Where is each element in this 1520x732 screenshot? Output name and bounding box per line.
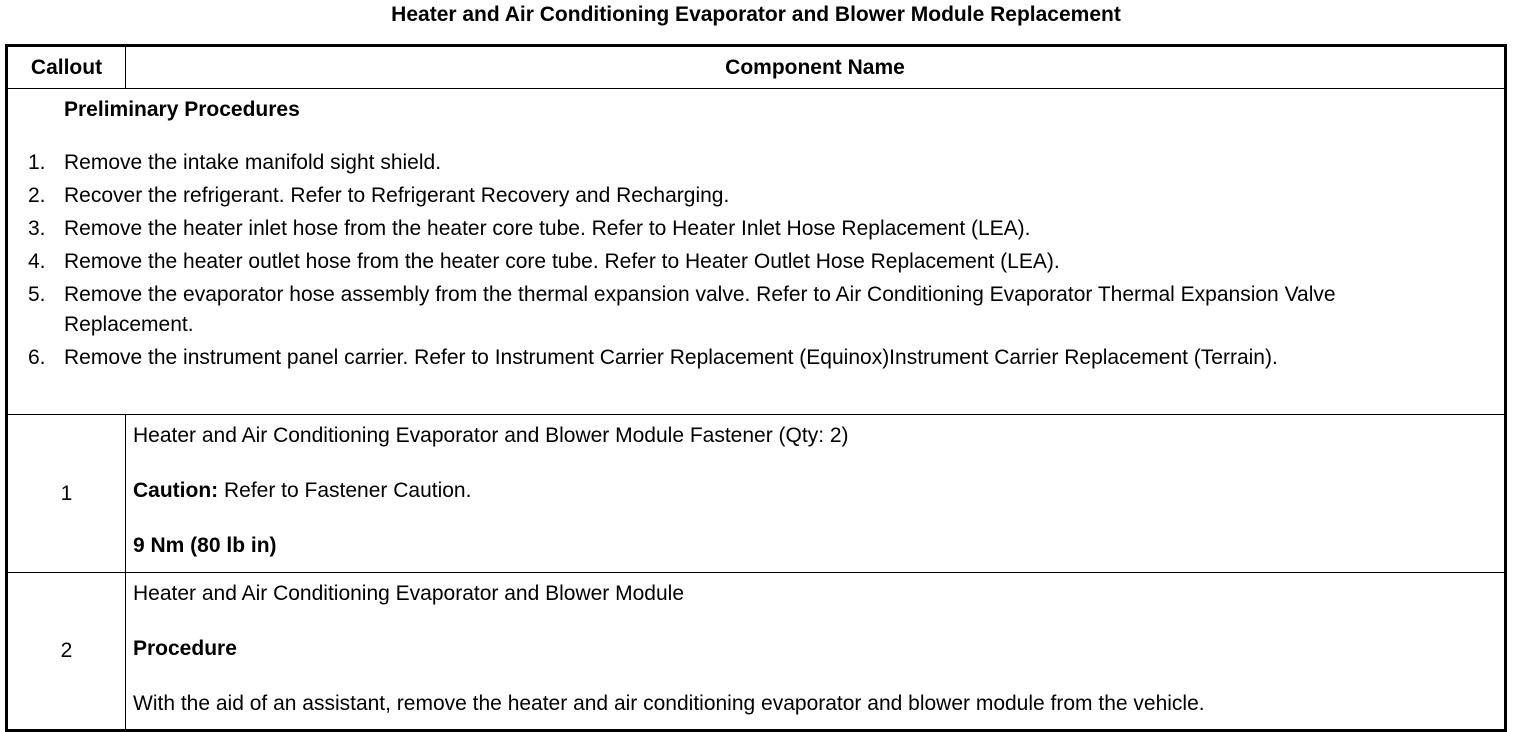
step-number: 1. <box>28 151 46 174</box>
step-text: Remove the heater inlet hose from the heater core tube. Refer to Heater Inlet Hose Replacement (LEA). <box>64 217 1031 240</box>
step-number: 2. <box>28 184 46 207</box>
caution-text: Refer to Fastener Caution. <box>218 479 472 502</box>
callout-cell: 1 <box>7 415 126 573</box>
step-number: 3. <box>28 217 46 240</box>
table-row <box>7 573 1506 731</box>
component-name: Heater and Air Conditioning Evaporator and Blower Module <box>133 582 684 605</box>
table-row <box>7 415 1506 573</box>
procedure-label: Procedure <box>133 637 237 660</box>
callout-column-header: Callout <box>7 46 126 89</box>
page-title: Heater and Air Conditioning Evaporator and Blower Module Replacement <box>391 3 1121 26</box>
caution-note <box>133 476 1496 506</box>
component-cell <box>126 415 1506 573</box>
step-item <box>8 181 1504 211</box>
step-text: Remove the intake manifold sight shield. <box>64 151 442 174</box>
step-text: Recover the refrigerant. Refer to Refrigerant Recovery and Recharging. <box>64 184 730 207</box>
step-item <box>8 214 1504 244</box>
table-header-row <box>7 46 1506 89</box>
step-item <box>8 280 1504 340</box>
step-item <box>8 148 1504 178</box>
preliminary-procedures-row <box>7 89 1506 415</box>
component-table <box>5 44 1507 732</box>
component-name-column-header: Component Name <box>126 46 1506 89</box>
preliminary-steps-list <box>8 148 1504 373</box>
step-number: 4. <box>28 250 46 273</box>
step-item <box>8 247 1504 277</box>
step-number: 5. <box>28 283 46 306</box>
step-number: 6. <box>28 346 46 369</box>
step-item <box>8 343 1504 373</box>
torque-spec: 9 Nm (80 lb in) <box>133 534 277 557</box>
step-text: Remove the heater outlet hose from the heater core tube. Refer to Heater Outlet Hose Replacement (LEA). <box>64 250 1060 273</box>
caution-label: Caution: <box>133 479 219 502</box>
component-name: Heater and Air Conditioning Evaporator and Blower Module Fastener (Qty: 2) <box>133 424 849 447</box>
component-cell <box>126 573 1506 731</box>
step-text: Remove the evaporator hose assembly from the thermal expansion valve. Refer to Air Conditioning Evaporator Thermal Expansion Valve Replacement. <box>64 283 1336 336</box>
preliminary-procedures-cell <box>7 89 1506 415</box>
step-text: Remove the instrument panel carrier. Refer to Instrument Carrier Replacement (Equinox)Instrument Carrier Replacement (Terrain). <box>64 346 1278 369</box>
procedure-text: With the aid of an assistant, remove the heater and air conditioning evaporator and blower module from the vehicle. <box>133 692 1205 715</box>
preliminary-procedures-heading: Preliminary Procedures <box>64 98 300 121</box>
callout-cell: 2 <box>7 573 126 731</box>
